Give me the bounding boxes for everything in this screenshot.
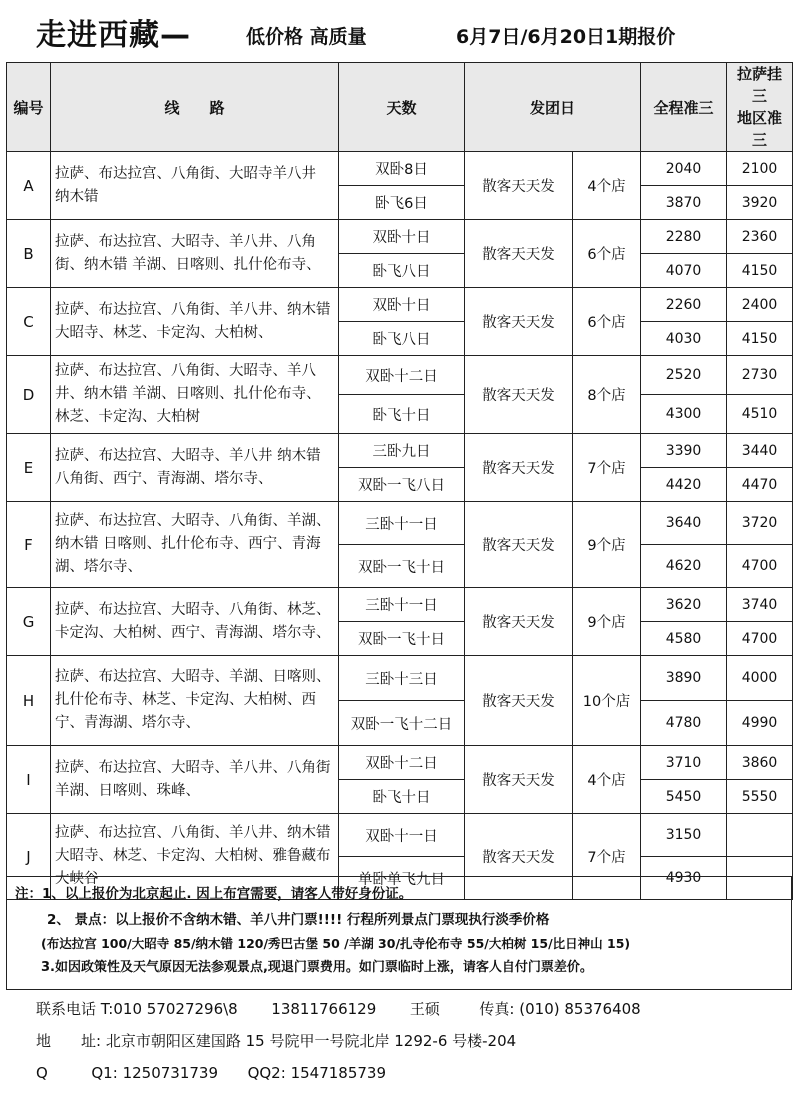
route-description: 拉萨、布达拉宫、大昭寺、羊八井、八角街、纳木错 羊湖、日喀则、扎什伦布寺、 [51, 220, 339, 288]
shop-count: 6个店 [573, 288, 641, 356]
price-all: 2280 [641, 220, 727, 254]
price-lhasa: 4150 [727, 254, 793, 288]
table-row [7, 502, 793, 545]
price-lhasa: 4150 [727, 322, 793, 356]
price-all: 4030 [641, 322, 727, 356]
shop-count: 6个店 [573, 220, 641, 288]
contact-phone-line [36, 998, 776, 1019]
days-option: 双卧一飞十二日 [339, 701, 465, 746]
route-description: 拉萨、布达拉宫、八角街、大昭寺羊八井 纳木错 [51, 152, 339, 220]
price-all: 3640 [641, 502, 727, 545]
page-subtitle: 低价格 高质量 [246, 26, 367, 48]
days-option: 卧飞6日 [339, 186, 465, 220]
route-description: 拉萨、布达拉宫、大昭寺、八角街、羊湖、纳木错 日喀则、扎什伦布寺、西宁、青海湖、塔尔寺、 [51, 502, 339, 588]
price-all: 5450 [641, 780, 727, 814]
table-row [7, 288, 793, 322]
price-lhasa: 4510 [727, 395, 793, 434]
table-row [7, 588, 793, 622]
shop-count: 9个店 [573, 502, 641, 588]
price-all: 3150 [641, 814, 727, 857]
price-lhasa: 3860 [727, 746, 793, 780]
route-description: 拉萨、布达拉宫、八角街、羊八井、纳木错 大昭寺、林芝、卡定沟、大柏树、 [51, 288, 339, 356]
contact-person: 王硕 [409, 1000, 440, 1018]
price-all: 2520 [641, 356, 727, 395]
qq-label: Q [36, 1064, 48, 1082]
col-days: 天数 [339, 63, 465, 152]
route-description: 拉萨、布达拉宫、大昭寺、羊八井 纳木错 八角街、西宁、青海湖、塔尔寺、 [51, 434, 339, 502]
shop-count: 8个店 [573, 356, 641, 434]
address-value: 北京市朝阳区建国路 15 号院甲一号院北岸 1292-6 号楼-204 [105, 1032, 517, 1050]
table-row [7, 220, 793, 254]
price-all: 3710 [641, 746, 727, 780]
departure-schedule: 散客天天发 [465, 220, 573, 288]
price-all: 4580 [641, 622, 727, 656]
days-option: 双卧8日 [339, 152, 465, 186]
price-lhasa: 2100 [727, 152, 793, 186]
shop-count: 7个店 [573, 434, 641, 502]
header [0, 0, 800, 62]
days-option: 三卧十一日 [339, 588, 465, 622]
price-all: 4070 [641, 254, 727, 288]
route-description: 拉萨、布达拉宫、八角街、羊八井、纳木错 大昭寺、林芝、卡定沟、大柏树、雅鲁藏布大峡谷 [51, 814, 339, 900]
col-price-all: 全程准三 [641, 63, 727, 152]
days-option: 双卧一飞十日 [339, 622, 465, 656]
price-lhasa: 4000 [727, 656, 793, 701]
price-all: 2260 [641, 288, 727, 322]
price-all: 2040 [641, 152, 727, 186]
route-description: 拉萨、布达拉宫、大昭寺、羊八井、八角街羊湖、日喀则、珠峰、 [51, 746, 339, 814]
days-option: 双卧十二日 [339, 356, 465, 395]
departure-schedule: 散客天天发 [465, 356, 573, 434]
price-all: 4620 [641, 545, 727, 588]
shop-count: 9个店 [573, 588, 641, 656]
qq1-number: 1250731739 [122, 1064, 218, 1082]
price-all: 4420 [641, 468, 727, 502]
departure-schedule: 散客天天发 [465, 814, 573, 900]
col-price-lhasa-line2: 地区准三 [737, 109, 783, 149]
note-2-detail: (布达拉宫 100/大昭寺 85/纳木错 120/秀巴古堡 50 /羊湖 30/扎寺伦布寺 55/大柏树 15/比日神山 15) [41, 936, 631, 951]
table-header-row [7, 63, 793, 152]
days-option: 双卧十日 [339, 288, 465, 322]
price-lhasa: 3920 [727, 186, 793, 220]
phone-label: 联系电话 [36, 1000, 97, 1018]
table-row [7, 356, 793, 395]
departure-schedule: 散客天天发 [465, 152, 573, 220]
route-description: 拉萨、布达拉宫、大昭寺、八角街、林芝、卡定沟、大柏树、西宁、青海湖、塔尔寺、 [51, 588, 339, 656]
departure-schedule: 散客天天发 [465, 502, 573, 588]
address-label: 地 址: [36, 1032, 102, 1050]
days-option: 双卧十日 [339, 220, 465, 254]
days-option: 卧飞八日 [339, 254, 465, 288]
price-all: 3390 [641, 434, 727, 468]
shop-count: 7个店 [573, 814, 641, 900]
days-option: 卧飞八日 [339, 322, 465, 356]
route-code: F [7, 502, 51, 588]
price-all: 3890 [641, 656, 727, 701]
route-code: G [7, 588, 51, 656]
departure-schedule: 散客天天发 [465, 434, 573, 502]
phone-number: T:010 57027296\8 [100, 1000, 238, 1018]
price-lhasa: 4470 [727, 468, 793, 502]
departure-schedule: 散客天天发 [465, 288, 573, 356]
note-1: 注：1、以上报价为北京起止. 因上布宫需要，请客人带好身份证。 [15, 886, 413, 902]
contact-qq-line [36, 1064, 776, 1082]
table-row [7, 656, 793, 701]
route-code: B [7, 220, 51, 288]
price-lhasa: 3440 [727, 434, 793, 468]
price-lhasa: 2730 [727, 356, 793, 395]
days-option: 双卧一飞八日 [339, 468, 465, 502]
departure-schedule: 散客天天发 [465, 656, 573, 746]
route-description: 拉萨、布达拉宫、大昭寺、羊湖、日喀则、扎什伦布寺、林芝、卡定沟、大柏树、西宁、青海湖、塔尔寺、 [51, 656, 339, 746]
col-price-lhasa [727, 63, 793, 152]
days-option: 卧飞十日 [339, 395, 465, 434]
route-code: J [7, 814, 51, 900]
price-period: 6月7日/6月20日1期报价 [456, 26, 676, 48]
route-description: 拉萨、布达拉宫、八角街、大昭寺、羊八井、纳木错 羊湖、日喀则、扎什伦布寺、林芝、卡定沟、大柏树 [51, 356, 339, 434]
shop-count: 4个店 [573, 152, 641, 220]
price-lhasa [727, 814, 793, 857]
days-option: 三卧十三日 [339, 656, 465, 701]
fax-label: 传真: [479, 1000, 515, 1018]
price-all: 3870 [641, 186, 727, 220]
days-option: 双卧十一日 [339, 814, 465, 857]
qq1-label: Q1: [91, 1064, 118, 1082]
price-lhasa: 2400 [727, 288, 793, 322]
price-all: 4300 [641, 395, 727, 434]
table-row [7, 746, 793, 780]
note-3: 3.如因政策性及天气原因无法参观景点,现退门票费用。如门票临时上涨，请客人自付门票差价。 [41, 960, 593, 975]
price-lhasa: 5550 [727, 780, 793, 814]
table-row [7, 434, 793, 468]
price-lhasa: 4700 [727, 545, 793, 588]
fax-number: (010) 85376408 [519, 1000, 641, 1018]
table-row [7, 814, 793, 857]
price-lhasa: 3740 [727, 588, 793, 622]
col-departure: 发团日 [465, 63, 641, 152]
contact-address-line [36, 1030, 776, 1051]
price-lhasa: 4700 [727, 622, 793, 656]
route-code: H [7, 656, 51, 746]
qq2-label: QQ2: [247, 1064, 286, 1082]
route-code: E [7, 434, 51, 502]
days-option: 双卧十二日 [339, 746, 465, 780]
col-code: 编号 [7, 63, 51, 152]
days-option: 单卧单飞九日 [339, 857, 465, 900]
col-route: 线 路 [51, 63, 339, 152]
mobile-number: 13811766129 [271, 1000, 377, 1018]
route-code: A [7, 152, 51, 220]
price-all: 4930 [641, 857, 727, 900]
table-body [7, 152, 793, 900]
days-option: 三卧九日 [339, 434, 465, 468]
page-title: 走进西藏— [36, 18, 191, 53]
note-2: 2、 景点：以上报价不含纳木错、羊八井门票!!!! 行程所列景点门票现执行淡季价格 [47, 912, 550, 928]
days-option: 三卧十一日 [339, 502, 465, 545]
price-lhasa: 4990 [727, 701, 793, 746]
shop-count: 4个店 [573, 746, 641, 814]
days-option: 双卧一飞十日 [339, 545, 465, 588]
route-code: D [7, 356, 51, 434]
price-lhasa: 2360 [727, 220, 793, 254]
days-option: 卧飞十日 [339, 780, 465, 814]
shop-count: 10个店 [573, 656, 641, 746]
departure-schedule: 散客天天发 [465, 746, 573, 814]
price-table [6, 62, 793, 900]
col-price-lhasa-line1: 拉萨挂三 [737, 65, 783, 105]
price-lhasa: 3720 [727, 502, 793, 545]
route-code: C [7, 288, 51, 356]
notes-box [6, 876, 792, 990]
departure-schedule: 散客天天发 [465, 588, 573, 656]
qq2-number: 1547185739 [290, 1064, 386, 1082]
price-all: 4780 [641, 701, 727, 746]
table-row [7, 152, 793, 186]
route-code: I [7, 746, 51, 814]
price-all: 3620 [641, 588, 727, 622]
